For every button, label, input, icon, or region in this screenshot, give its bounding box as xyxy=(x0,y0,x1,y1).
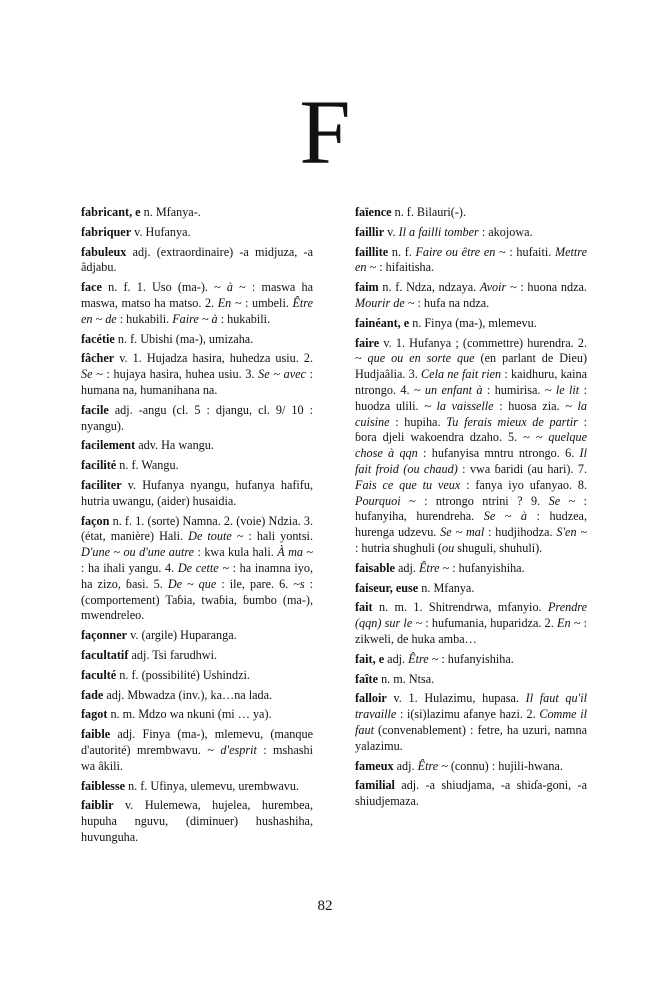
entry-definition: adj. -angu (cl. 5 : djangu, cl. 9/ 10 : nyangu). xyxy=(81,402,313,433)
entry-definition: : hifaitisha. xyxy=(376,260,435,275)
entry-headword: facétie xyxy=(81,331,115,346)
entry-headword: faible xyxy=(81,727,111,742)
dictionary-entry xyxy=(81,225,313,241)
entry-headword: fade xyxy=(81,687,104,702)
entry-headword: façon xyxy=(81,513,110,528)
entry-definition: : hufanyiha, hurendreha. xyxy=(355,493,587,524)
entry-definition: : hufumania, huparidza. 2. xyxy=(422,616,557,631)
dictionary-entry xyxy=(81,332,313,348)
entry-definition: : ile, pare. 6. xyxy=(216,576,294,591)
section-letter: F xyxy=(299,81,351,183)
entry-definition: (en parlant de Dieu) Hudjaâlia. 3. xyxy=(355,351,587,382)
entry-example: De ~ que xyxy=(167,576,217,591)
entry-headword: façonner xyxy=(81,628,128,643)
entry-definition: ~ : maswa ha maswa, matso ha matso. 2. xyxy=(81,280,314,310)
dictionary-entry xyxy=(355,225,587,241)
entry-headword: faillir xyxy=(355,224,385,239)
entry-definition: adj. Tsi farudhwi. xyxy=(128,647,218,662)
entry-example: Cela ne fait rien xyxy=(421,367,502,382)
entry-definition: n. f. 1. (sorte) Namna. 2. (voie) Ndzia. 3. (état, manière) Hali. xyxy=(81,513,313,544)
entry-example: Être ~ xyxy=(418,560,450,575)
entry-example: Mourir de ~ xyxy=(355,295,415,310)
dictionary-entry xyxy=(81,458,313,474)
entry-headword: faim xyxy=(355,280,379,295)
entry-headword: fameux xyxy=(355,758,394,773)
entry-example: ~ la cuisine xyxy=(355,398,587,429)
entry-example: Faire ~ à xyxy=(172,311,218,326)
entry-example: Tu ferais mieux de partir xyxy=(446,414,578,429)
entry-definition: : ha ihali yangu. 4. xyxy=(81,560,178,575)
entry-definition: : hutria shughuli ( xyxy=(355,540,442,555)
entry-headword: fabricant, e xyxy=(81,205,141,219)
entry-example: Se ~ avec xyxy=(258,367,306,382)
entry-definition: n. m. Ntsa. xyxy=(378,671,435,686)
entry-definition: adj. xyxy=(394,560,419,575)
dictionary-entry xyxy=(355,581,587,597)
entry-definition: : vwa ɓaridi (au hari). 7. xyxy=(457,461,588,476)
entry-definition: v. Hufanya nyangu, hufanya hafifu, hutria uwangu, (aider) husaidia. xyxy=(81,477,313,508)
entry-example: Il fait froid (ou chaud) xyxy=(355,446,587,476)
entry-example: Il faut qu'il travaille xyxy=(355,691,587,722)
entry-headword: familial xyxy=(355,778,395,793)
dictionary-entry xyxy=(81,514,313,625)
entry-headword: fabriquer xyxy=(81,224,132,239)
entry-headword: faîte xyxy=(355,671,379,686)
entry-definition: : humirisa. xyxy=(482,382,545,397)
entry-definition: : humana na, humanihana na. xyxy=(81,367,314,397)
entry-headword: fabuleux xyxy=(81,244,127,259)
entry-headword: faiseur, euse xyxy=(355,580,419,595)
entry-example: Avoir ~ xyxy=(479,280,517,295)
entry-definition: : ha inamna iyo, ha zizo, ɓasi. 5. xyxy=(81,560,313,591)
entry-headword: facile xyxy=(81,402,109,417)
entry-example: ~ que ou en sorte que xyxy=(355,351,475,366)
entry-definition: : huona ndza. xyxy=(516,280,587,295)
dictionary-entry xyxy=(355,778,587,810)
entry-example: Faire ou être en ~ xyxy=(415,244,506,259)
entry-headword: fâcher xyxy=(81,351,115,366)
entry-definition: n. f. Bilauri(-). xyxy=(391,205,467,219)
entry-definition: n. Mfanya. xyxy=(418,580,475,595)
dictionary-entry xyxy=(81,727,313,774)
entry-example: ~ le lit xyxy=(544,382,580,397)
entry-definition: : kaidhuru, kaina ntrongo. 4. xyxy=(355,367,587,397)
entry-definition: : ɓora djeli wakoendra dzaho. 5. xyxy=(355,414,588,445)
entry-definition: : akojowa. xyxy=(478,224,533,239)
entry-definition: adj. Finya (ma-), mlemevu, (manque d'autorité) mrembwavu. ~ xyxy=(81,727,313,757)
left-column xyxy=(81,205,313,850)
entry-headword: facultatif xyxy=(81,647,129,662)
entry-definition: : i(si)lazimu afanye hazi. 2. xyxy=(396,707,540,722)
entry-example: D'une ~ ou d'une autre xyxy=(81,545,195,560)
entry-headword: faillite xyxy=(355,244,389,259)
entry-definition: (connu) : hujili-hwana. xyxy=(447,758,563,773)
entry-example: En ~ xyxy=(557,616,581,631)
entry-definition: : hudzea, hurenga udzevu. xyxy=(355,509,587,540)
dictionary-entry xyxy=(81,403,313,435)
entry-headword: falloir xyxy=(355,691,387,706)
entry-example: d'esprit xyxy=(220,742,257,757)
entry-definition: n. m. Mdzo wa nkuni (mi … ya). xyxy=(107,707,272,722)
entry-definition: : (comportement) Taɓia, twaɓia, ɓumbo (ma-), mwendreleo. xyxy=(81,576,314,623)
dictionary-entry xyxy=(81,351,313,398)
dictionary-entry xyxy=(81,280,313,327)
entry-definition: n. Finya (ma-), mlemevu. xyxy=(409,315,537,330)
entry-definition: n. Mfanya-. xyxy=(140,205,201,219)
entry-definition: : zikweli, de huka amba… xyxy=(355,616,587,646)
entry-example: Se ~ xyxy=(548,493,576,508)
dictionary-entry xyxy=(355,691,587,754)
entry-definition: n. m. 1. Shitrendrwa, mfanyio. xyxy=(372,600,548,615)
entry-example: Se ~ xyxy=(81,367,103,382)
entry-definition: v. Hulemewa, hujelea, hurembea, hupuha nguvu, (diminuer) hushashiha, huvunguha. xyxy=(81,798,313,844)
entry-definition: : kwa kula hali. xyxy=(194,545,278,560)
entry-definition: n. f. 1. Uso (ma-). ~ xyxy=(101,280,227,295)
entry-definition: : hudjihodza. xyxy=(484,525,557,540)
dictionary-entry xyxy=(355,336,587,557)
dictionary-entry xyxy=(81,245,313,277)
dictionary-entry xyxy=(81,779,313,795)
dictionary-entry xyxy=(81,205,313,221)
dictionary-entry xyxy=(81,707,313,723)
entry-example: Fais ce que tu veux xyxy=(355,477,461,492)
dictionary-entry xyxy=(81,798,313,845)
entry-example: Pourquoi ~ xyxy=(355,493,416,508)
entry-headword: fainéant, e xyxy=(355,315,410,330)
entry-headword: fagot xyxy=(81,707,108,722)
entry-definition: : hukabili. xyxy=(217,311,271,326)
entry-headword: face xyxy=(81,280,102,295)
entry-headword: facilité xyxy=(81,458,117,473)
entry-example: En ~ xyxy=(217,295,242,310)
entry-definition: : hupiha. xyxy=(389,414,447,429)
entry-definition: n. f. (possibilité) Ushindzi. xyxy=(116,667,250,682)
entry-definition: v. (argile) Huparanga. xyxy=(127,628,237,643)
entry-example: Se ~ à xyxy=(483,509,527,524)
entry-definition: : hufanyishiha. xyxy=(449,560,525,575)
entry-definition: : hujaya hasira, huhea usiu. 3. xyxy=(102,367,259,382)
entry-example: À ma ~ xyxy=(277,545,314,560)
dictionary-entry xyxy=(81,438,313,454)
entry-definition: : hufa na ndza. xyxy=(414,295,490,310)
entry-headword: fait xyxy=(355,600,373,615)
entry-example: ~ un enfant à xyxy=(413,382,483,397)
entry-definition: adv. Ha wangu. xyxy=(135,438,214,453)
entry-definition: n. f. Wangu. xyxy=(116,458,179,473)
page-number: 82 xyxy=(317,898,333,914)
entry-example: Se ~ mal xyxy=(440,525,485,540)
entry-example: De cette ~ xyxy=(177,560,229,575)
right-column xyxy=(355,205,587,814)
entry-example: Mettre en ~ xyxy=(355,244,587,275)
entry-definition: adj. (extraordinaire) -a midjuza, -a âdjabu. xyxy=(81,244,313,275)
entry-definition: adj. xyxy=(384,651,409,666)
entry-example: Comme il faut xyxy=(355,707,587,737)
dictionary-entry xyxy=(81,628,313,644)
entry-definition: v. 1. Hulazimu, hupasa. xyxy=(386,691,526,706)
entry-definition: : ntrongo ntrini ? 9. xyxy=(415,493,549,508)
entry-headword: fait, e xyxy=(355,651,385,666)
entry-definition: : hukabili. xyxy=(116,311,173,326)
entry-headword: faciliter xyxy=(81,477,122,492)
dictionary-entry xyxy=(355,245,587,277)
entry-example: Il a failli tomber xyxy=(398,224,479,239)
entry-definition: n. f. Ubishi (ma-), umizaha. xyxy=(114,331,254,346)
entry-example: ~ ~ quelque chose à qqn xyxy=(355,430,587,461)
entry-headword: faiblesse xyxy=(81,778,126,793)
entry-definition: : hufanyisa mntru ntrongo. 6. xyxy=(417,446,580,461)
entry-definition: adj. xyxy=(393,758,418,773)
dictionary-entry xyxy=(81,648,313,664)
entry-example: à xyxy=(226,280,233,295)
entry-definition: n. f. xyxy=(388,244,416,259)
dictionary-entry xyxy=(355,280,587,312)
dictionary-entry xyxy=(355,205,587,221)
dictionary-entry xyxy=(81,478,313,510)
entry-headword: faiblir xyxy=(81,798,114,813)
entry-definition: : hufaiti. xyxy=(505,244,555,259)
entry-definition: adj. Mbwadza (inv.), ka…na lada. xyxy=(103,687,273,702)
entry-definition: n. f. Ndza, ndzaya. xyxy=(378,280,480,295)
entry-definition: shuguli, shuhuli). xyxy=(454,540,543,555)
entry-headword: faïence xyxy=(355,205,392,219)
entry-example: ~ la vaisselle xyxy=(424,398,494,413)
dictionary-entry xyxy=(81,688,313,704)
entry-example: Être ~ xyxy=(417,758,448,773)
entry-example: De toute ~ xyxy=(188,529,244,544)
entry-definition: : hali yontsi. xyxy=(243,529,313,544)
entry-definition: v. 1. Hujadza hasira, huhedza usiu. 2. xyxy=(114,351,313,366)
entry-definition: : umbeli. xyxy=(241,295,293,310)
entry-example: S'en ~ xyxy=(556,525,587,540)
entry-headword: faire xyxy=(355,335,380,350)
entry-definition: n. f. Ufinya, ulemevu, urembwavu. xyxy=(125,778,299,793)
entry-headword: facilement xyxy=(81,438,136,453)
dictionary-entry xyxy=(355,672,587,688)
dictionary-entry xyxy=(355,759,587,775)
entry-definition: v. xyxy=(384,224,399,239)
dictionary-entry xyxy=(355,600,587,647)
entry-definition: v. Hufanya. xyxy=(131,224,191,239)
entry-example: Prendre (qqn) sur le ~ xyxy=(355,600,587,631)
dictionary-entry xyxy=(355,561,587,577)
entry-example: Être en ~ de xyxy=(81,295,313,326)
entry-definition: adj. -a shiudjama, -a shiɗa-goni, -a shiudjemaza. xyxy=(355,778,587,809)
dictionary-entry xyxy=(355,652,587,668)
entry-definition: (convenablement) : fetre, ha uzuri, namna yalazimu. xyxy=(355,722,587,753)
entry-definition: v. 1. Hufanya ; (commettre) hurendra. 2. xyxy=(379,335,587,350)
entry-definition: : mshashi wa âkili. xyxy=(81,742,313,773)
dictionary-entry xyxy=(81,668,313,684)
entry-definition: : fanya iyo ufanyao. 8. xyxy=(460,477,587,492)
entry-example: ~s xyxy=(293,576,305,591)
entry-example: ou xyxy=(442,540,455,555)
entry-definition: : hufanyishiha. xyxy=(438,651,514,666)
entry-example: Être ~ xyxy=(408,651,439,666)
entry-definition: : huosa zia. xyxy=(493,398,566,413)
entry-headword: faisable xyxy=(355,560,395,575)
entry-headword: faculté xyxy=(81,667,117,682)
entry-definition: : huodza ulili. xyxy=(355,382,587,413)
dictionary-entry xyxy=(355,316,587,332)
